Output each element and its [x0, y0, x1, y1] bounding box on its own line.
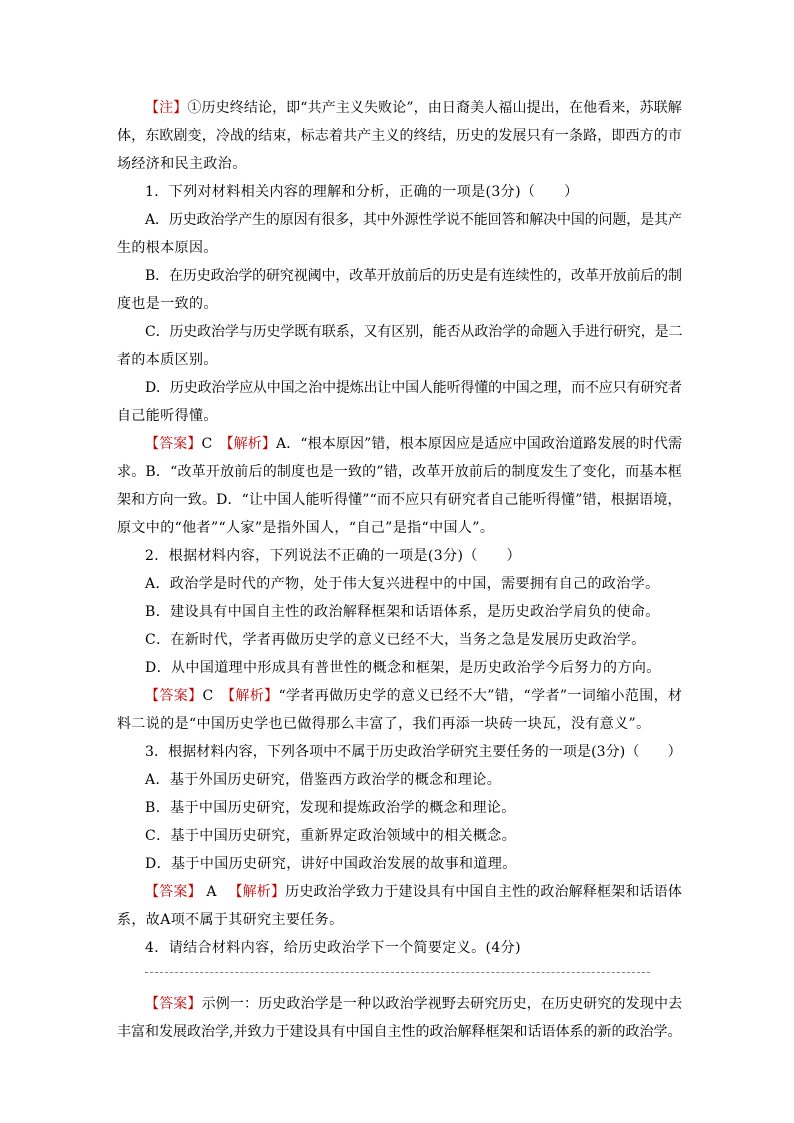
q1-option-c-line-1: C．历史政治学与历史学既有联系，又有区别，能否从政治学的命题入手进行研究，是二: [145, 324, 683, 340]
q1-answer: C: [201, 436, 213, 452]
q4-answer-line-1: 【答案】示例一：历史政治学是一种以政治学视野去研究历史，在历史研究的发现中去: [145, 996, 683, 1012]
q3-option-b: B．基于中国历史研究，发现和提炼政治学的概念和理论。: [145, 800, 516, 816]
note-line-1: 【注】①历史终结论，即“共产主义失败论”，由日裔美人福山提出，在他看来，苏联解: [145, 100, 682, 116]
q1-option-b-line-1: B．在历史政治学的研究视阈中，改革开放前后的历史是有连续性的，改革开放前后的制: [145, 268, 682, 284]
note-line-2: 体，东欧剧变，冷战的结束，标志着共产主义的终结，历史的发展只有一条路，即西方的市: [117, 128, 682, 144]
q2-stem: 2．根据材料内容，下列说法不正确的一项是(3分)（ ）: [145, 548, 521, 564]
answer-label: 【答案】: [145, 884, 202, 900]
q1-option-d-line-1: D．历史政治学应从中国之治中提炼出让中国人能听得懂的中国之理，而不应只有研究者: [145, 380, 682, 396]
answer-label: 【答案】: [145, 996, 202, 1012]
answer-blank-line: [145, 972, 650, 973]
q1-analysis-line-3: 架和方向一致。D．“让中国人能听得懂”“而不应只有研究者自己能听得懂”错，根据语境，: [117, 492, 682, 508]
analysis-label: 【解析】: [235, 884, 286, 900]
q1-stem: 1．下列对材料相关内容的理解和分析，正确的一项是(3分)（ ）: [145, 184, 579, 200]
q2-option-d: D．从中国道理中形成具有普世性的概念和框架，是历史政治学今后努力的方向。: [145, 660, 661, 676]
q3-stem: 3．根据材料内容，下列各项中不属于历史政治学研究主要任务的一项是(3分)（ ）: [145, 744, 682, 760]
q2-option-b: B．建设具有中国自主性的政治解释框架和话语体系，是历史政治学肩负的使命。: [145, 604, 660, 620]
q3-option-d: D．基于中国历史研究，讲好中国政治发展的故事和道理。: [145, 856, 517, 872]
q2-option-a: A．政治学是时代的产物，处于伟大复兴进程中的中国，需要拥有自己的政治学。: [145, 576, 660, 592]
q1-option-d-line-2: 自己能听得懂。: [117, 408, 218, 424]
q1-analysis-line-2: 求。B．“改革开放前后的制度也是一致的”错，改革开放前后的制度发生了变化，而基本框: [117, 464, 682, 480]
analysis-label: 【解析】: [226, 436, 276, 452]
q1-option-a-line-1: A．历史政治学产生的原因有很多，其中外源性学说不能回答和解决中国的问题，是其产: [145, 212, 682, 228]
analysis-label: 【解析】: [227, 688, 279, 704]
q2-analysis-line-2: 料二说的是“中国历史学也已做得那么丰富了，我们再添一块砖一块瓦，没有意义”。: [117, 716, 651, 732]
answer-label: 【答案】: [145, 688, 203, 704]
q1-answer-line-1: 【答案】C 【解析】A．“根本原因”错，根本原因应是适应中国政治道路发展的时代需: [145, 436, 683, 452]
q1-analysis-line-4: 原文中的“他者”“人家”是指外国人，“自己”是指“中国人”。: [117, 520, 495, 536]
answer-label: 【答案】: [145, 436, 202, 452]
q1-option-b-line-2: 度也是一致的。: [117, 296, 218, 312]
q1-option-a-line-2: 生的根本原因。: [117, 240, 218, 256]
note-label: 【注】: [145, 100, 188, 116]
note-line-3: 场经济和民主政治。: [117, 156, 247, 172]
q4-answer-line-2: 丰富和发展政治学,并致力于建设具有中国自主性的政治解释框架和话语体系的新的政治学。: [117, 1024, 682, 1040]
q3-answer-line-1: 【答案】 A 【解析】历史政治学致力于建设具有中国自主性的政治解释框架和话语体: [145, 884, 683, 900]
q3-analysis-line-2: 系，故A项不属于其研究主要任务。: [117, 912, 344, 928]
q2-answer: C: [202, 688, 214, 704]
q3-option-a: A．基于外国历史研究，借鉴西方政治学的概念和理论。: [145, 772, 502, 788]
q4-stem: 4．请结合材料内容，给历史政治学下一个简要定义。(4分): [145, 940, 521, 956]
q1-option-c-line-2: 者的本质区别。: [117, 352, 218, 368]
q2-answer-line-1: 【答案】C 【解析】“学者再做历史学的意义已经不大”错，“学者”一词缩小范围，材: [145, 688, 683, 704]
q2-option-c: C．在新时代，学者再做历史学的意义已经不大，当务之急是发展历史政治学。: [145, 632, 646, 648]
q3-option-c: C．基于中国历史研究，重新界定政治领域中的相关概念。: [145, 828, 517, 844]
q3-answer: A: [201, 884, 222, 900]
